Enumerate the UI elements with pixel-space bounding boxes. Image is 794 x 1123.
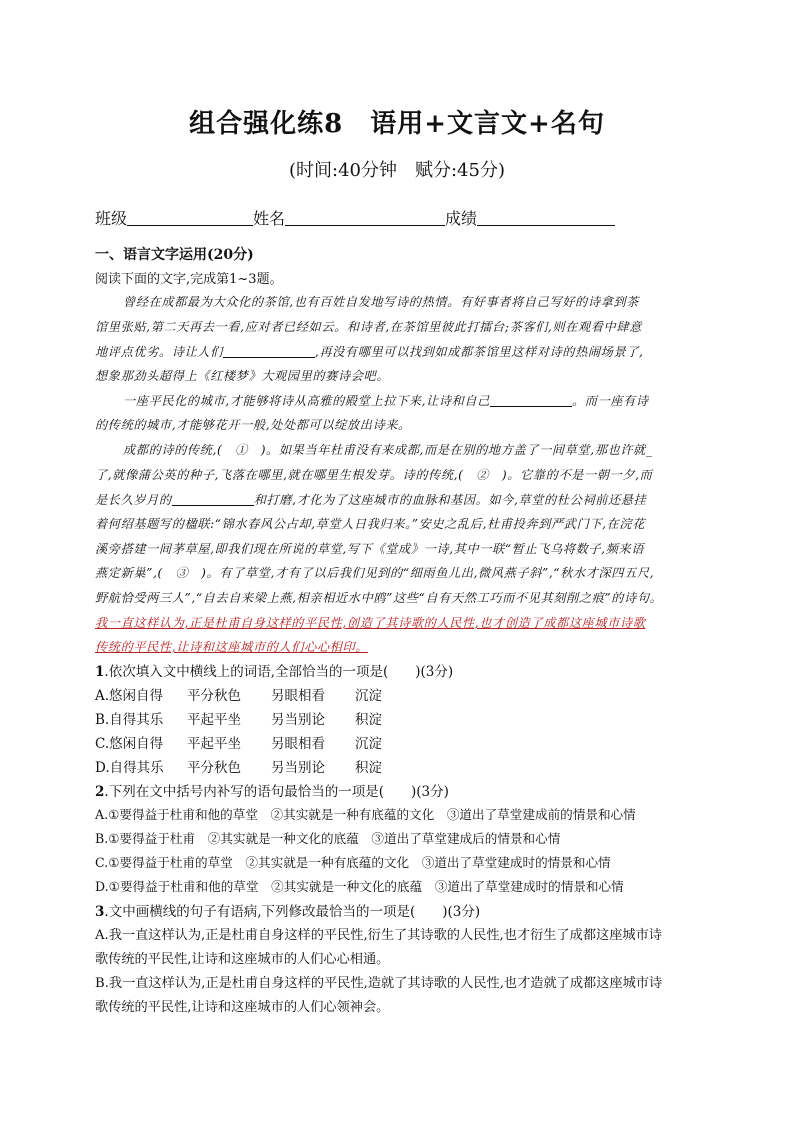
question-1-stem (95, 660, 453, 680)
passage-line: 着何绍基题写的楹联:“锦水春风公占却,草堂人日我归来。”安史之乱后,杜甫投奔到严武门下,在浣花 (95, 517, 645, 531)
page-subtitle: (时间:40分钟 赋分:45分) (289, 160, 505, 181)
q1-option-a[interactable] (95, 684, 382, 704)
passage-line: 溪旁搭建一间茅草屋,即我们现在所说的草堂,写下《堂成》一诗,其中一联“暂止飞乌将数子,频来语 (95, 542, 645, 556)
question-number: 2 (95, 784, 105, 800)
score-label: 成绩 (445, 209, 478, 228)
passage-line: 的传统的城市,才能够花开一般,处处都可以绽放出诗来。 (95, 418, 411, 432)
option-cell: 另眼相看 (271, 688, 325, 704)
option-cell: C.悠闲自得 (95, 736, 164, 752)
passage-fragment: 是长久岁月的 (95, 493, 172, 507)
name-field[interactable] (285, 209, 445, 226)
section-heading: 一、语言文字运用(20分) (95, 247, 254, 263)
option-cell: 沉淀 (355, 688, 382, 704)
option-cell: 沉淀 (355, 736, 382, 752)
option-cell: 积淀 (355, 712, 382, 728)
q2-option-a[interactable]: A.①要得益于杜甫和他的草堂 ②其实就是一种有底蕴的文化 ③道出了草堂建成前的情景和心情 (95, 807, 636, 822)
passage-fragment: ,再没有哪里可以找到如成都茶馆里这样对诗的热闹场景了, (314, 345, 644, 359)
passage-line: 想象那劲头超得上《红楼梦》大观园里的赛诗会吧。 (95, 369, 390, 383)
student-info-line (95, 206, 615, 229)
q1-option-c[interactable] (95, 732, 382, 752)
question-text: .文中画横线的句子有语病,下列修改最恰当的一项是( )(3分) (104, 904, 481, 920)
question-text: .下列在文中括号内补写的语句最恰当的一项是( )(3分) (104, 784, 449, 800)
q1-option-b[interactable] (95, 708, 382, 728)
class-label: 班级 (95, 209, 128, 228)
passage-line: 野航恰受两三人”,“自去自来梁上燕,相亲相近水中鸥”这些“自有天然工巧而不见其刻削之痕”的诗句。 (95, 591, 663, 605)
score-field[interactable] (477, 209, 615, 226)
q3-option-a-line2[interactable]: 歌传统的平民性,让诗和这座城市的人们心心相通。 (95, 952, 390, 967)
option-cell: 另当别论 (271, 760, 325, 776)
name-label: 姓名 (253, 209, 286, 228)
q2-option-d[interactable]: D.①要得益于杜甫和他的草堂 ②其实就是一种文化的底蕴 ③道出了草堂建成时的情景和心情 (95, 879, 624, 894)
q3-option-a-line1[interactable]: A.我一直这样认为,正是杜甫自身这样的平民性,衍生了其诗歌的人民性,也才衍生了成都这座城市诗 (95, 928, 662, 943)
q2-option-b[interactable]: B.①要得益于杜甫 ②其实就是一种文化的底蕴 ③道出了草堂建成后的情景和心情 (95, 831, 561, 846)
reading-instruction: 阅读下面的文字,完成第1~3题。 (95, 272, 283, 287)
option-cell: 平分秋色 (187, 760, 241, 776)
q2-option-c[interactable]: C.①要得益于杜甫的草堂 ②其实就是一种有底蕴的文化 ③道出了草堂建成时的情景和心情 (95, 855, 611, 870)
underlined-sentence: 我一直这样认为,正是杜甫自身这样的平民性,创造了其诗歌的人民性,也才创造了成都这座城市诗歌 (95, 616, 646, 630)
fill-blank-1 (223, 345, 315, 358)
passage-fragment: 。而一座有诗 (572, 394, 649, 408)
passage-line (95, 491, 646, 508)
option-cell: A.悠闲自得 (95, 688, 164, 704)
passage-fragment: 一座平民化的城市,才能够将诗从高雅的殿堂上拉下来,让诗和自己 (123, 394, 490, 408)
question-number: 3 (95, 904, 105, 920)
page-title: 组合强化练8 语用+文言文+名句 (189, 109, 605, 139)
passage-line: 燕定新巢”,( ③ )。有了草堂,才有了以后我们见到的“细雨鱼儿出,微风燕子斜”,“秋水才深四五尺, (95, 566, 655, 580)
option-cell: 另眼相看 (271, 736, 325, 752)
class-field[interactable] (127, 209, 253, 226)
option-cell: D.自得其乐 (95, 760, 164, 776)
question-text: .依次填入文中横线上的词语,全部恰当的一项是( )(3分) (104, 664, 454, 680)
passage-line (123, 392, 649, 409)
passage-fragment: 和打磨,才化为了这座城市的血脉和基因。如今,草堂的杜公祠前还悬挂 (253, 493, 647, 507)
fill-blank-2 (490, 394, 572, 407)
fill-blank-3 (172, 493, 254, 506)
q1-option-d[interactable] (95, 756, 382, 776)
q3-option-b-line2[interactable]: 歌传统的平民性,让诗和这座城市的人们心领神会。 (95, 1000, 390, 1015)
option-cell: 平起平坐 (187, 712, 241, 728)
option-cell: 另当别论 (271, 712, 325, 728)
question-3-stem (95, 900, 480, 920)
passage-fragment: 地评点优劣。诗让人们 (95, 345, 223, 359)
option-cell: 积淀 (355, 760, 382, 776)
passage-line: 曾经在成都最为大众化的茶馆,也有百姓自发地写诗的热情。有好事者将自己写好的诗拿到茶 (123, 295, 639, 309)
passage-line: 馆里张贴,第二天再去一看,应对者已经如云。和诗者,在茶馆里彼此打擂台;茶客们,则在观看中肆意 (95, 320, 642, 334)
passage-line: 成都的诗的传统,( ① )。如果当年杜甫没有来成都,而是在别的地方盖了一间草堂,那也许就_ (123, 443, 653, 457)
option-cell: 平分秋色 (187, 688, 241, 704)
q3-option-b-line1[interactable]: B.我一直这样认为,正是杜甫自身这样的平民性,造就了其诗歌的人民性,也才造就了成都这座城市诗 (95, 976, 663, 991)
option-cell: 平起平坐 (187, 736, 241, 752)
underlined-sentence: 传统的平民性,让诗和这座城市的人们心心相印。 (95, 640, 369, 654)
passage-line (95, 343, 644, 360)
option-cell: B.自得其乐 (95, 712, 164, 728)
question-2-stem (95, 780, 449, 800)
question-number: 1 (95, 664, 105, 680)
passage-line: 了,就像蒲公英的种子,飞落在哪里,就在哪里生根发芽。诗的传统,( ② )。它靠的不是一朝一夕,而 (95, 468, 653, 482)
